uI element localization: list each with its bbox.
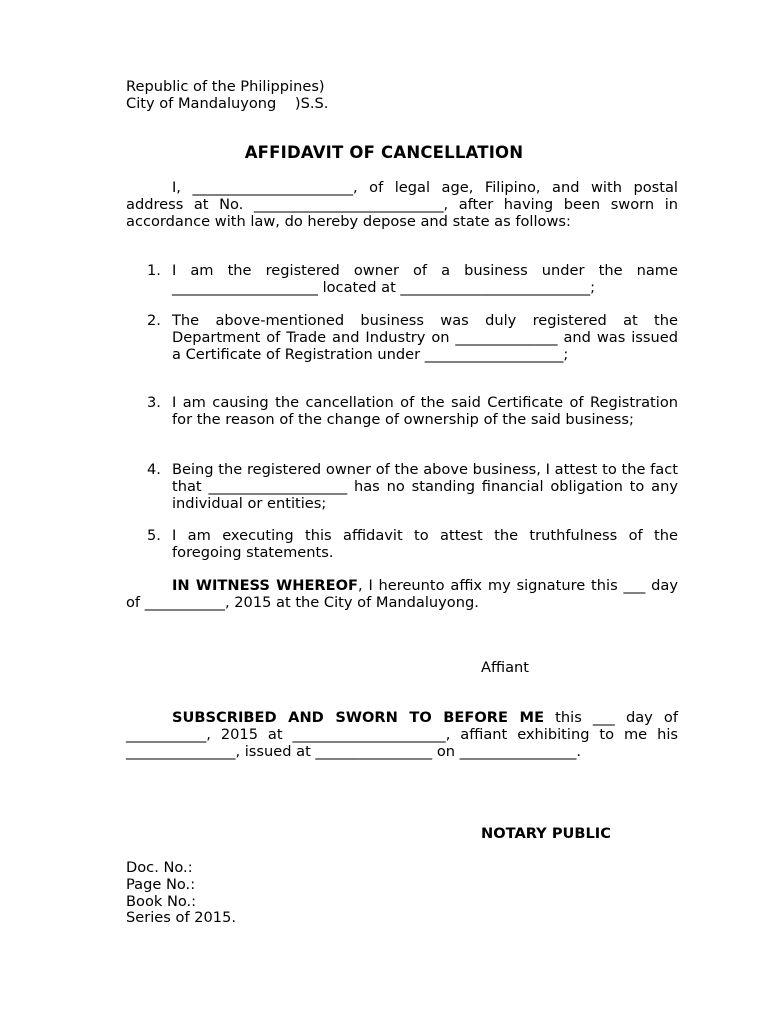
list-number: 4. (147, 461, 161, 478)
list-text: I am causing the cancellation of the said Certificate of Registration for the reason of the change of ownership of the said business; (172, 394, 678, 428)
list-text: The above-mentioned business was duly registered at the Department of Trade and Industry on ______________ and was issued a Certificate of Registration under ___________________; (172, 312, 678, 363)
list-text: I am the registered owner of a business under the name ____________________ located at __________________________; (172, 262, 678, 296)
subscribed-text: this ___ day of ___________, 2015 at _____________________, affiant exhibiting to me his _______________, issued at ________________ on ________________. (126, 709, 678, 760)
list-number: 5. (147, 527, 161, 544)
witness-heading: IN WITNESS WHEREOF (172, 577, 359, 594)
list-number: 1. (147, 262, 161, 279)
doc-number: Doc. No.: (126, 859, 193, 876)
witness-paragraph (126, 578, 678, 612)
list-item-4 (147, 461, 678, 512)
header-republic: Republic of the Philippines) (126, 78, 325, 95)
list-item-5 (147, 527, 678, 562)
affiant-label: Affiant (481, 659, 530, 676)
document-title: AFFIDAVIT OF CANCELLATION (244, 143, 524, 162)
page-number: Page No.: (126, 875, 196, 893)
intro-text: I, ______________________, of legal age, Filipino, and with postal address at No. __________________________, after having been sworn in accordance with law, do hereby depose and state as follows: (126, 179, 678, 230)
subscribed-heading: SUBSCRIBED AND SWORN TO BEFORE ME (172, 709, 545, 726)
notary-public-label: NOTARY PUBLIC (481, 825, 611, 842)
notarial-register (126, 860, 678, 927)
list-number: 2. (147, 312, 161, 329)
list-number: 3. (147, 394, 161, 411)
list-item-2 (147, 312, 678, 363)
list-text: Being the registered owner of the above business, I attest to the fact that ___________________ has no standing financial obligation to any individual or entities; (172, 461, 678, 512)
intro-paragraph (126, 180, 678, 230)
list-item-1 (147, 262, 678, 297)
header-city: City of Mandaluyong )S.S. (126, 94, 329, 112)
list-text: I am executing this affidavit to attest the truthfulness of the foregoing statements. (172, 527, 678, 561)
witness-text: , I hereunto affix my signature this ___ day of ___________, 2015 at the City of Mandaluyong. (126, 577, 678, 611)
subscribed-paragraph (126, 710, 678, 760)
list-item-3 (147, 394, 678, 429)
jurisdiction-header (126, 79, 678, 113)
book-number: Book No.: (126, 892, 197, 910)
series-year: Series of 2015. (126, 909, 237, 927)
